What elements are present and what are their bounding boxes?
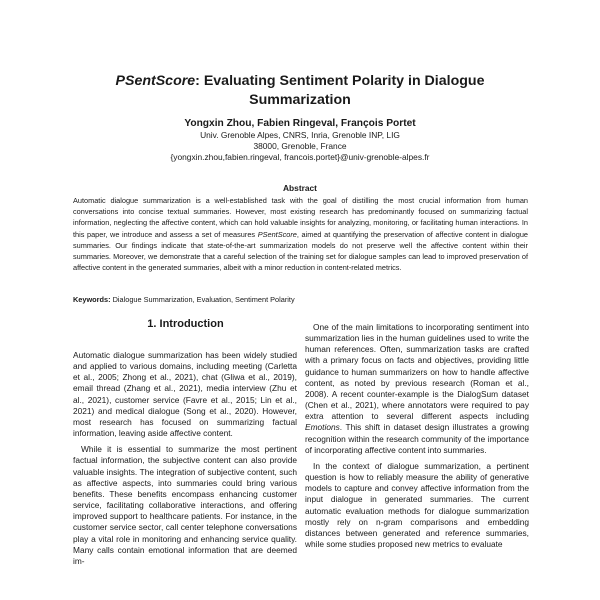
intro-paragraph-2: While it is essential to summarize the most pertinent factual information, the subjective content can also provide valuable insights. The integration of subjective content, such as affective aspects, into summaries could bring various benefits. These benefits encompass enhancing customer service, facilitating collaborative interactions, and offering improved support to healthcare patients. For instance, in the customer service sector, call center telephone conversations play a vital role in monitoring and enhancing service quality. Many calls contain emotional information that are deemed im-: [73, 444, 297, 566]
keywords-text: Dialogue Summarization, Evaluation, Sentiment Polarity: [110, 295, 295, 304]
section-heading-introduction: 1. Introduction: [147, 318, 224, 330]
affiliation-line2: 38000, Grenoble, France: [253, 141, 347, 152]
intro-paragraph-3-emphasis: Emotions: [305, 422, 340, 433]
title-method-name: PSentScore: [115, 73, 196, 89]
intro-paragraph-3-part2: . This shift in dataset design illustrates a growing recognition within the research community of the importance of incorporating affective content into summaries.: [305, 422, 529, 455]
right-column: [305, 322, 529, 550]
abstract-heading: Abstract: [283, 183, 317, 193]
abstract-text-part2: , aimed at quantifying the preservation of affective content in dialogue summaries. Our findings indicate that state-of-the-art summarization models do not preserve well the affective content within their summaries. Moreover, we demonstrate that a careful selection of the training set for dialogue samples can lead to improved preservation of affective content in the generated summaries, albeit with a minor reduction in content-related metrics.: [73, 229, 528, 273]
author-emails: {yongxin.zhou,fabien.ringeval, francois.portet}@univ-grenoble-alpes.fr: [170, 152, 430, 163]
paper-title: [0, 72, 600, 110]
keywords-line: [73, 294, 528, 305]
affiliation-block: [0, 130, 600, 164]
keywords-label: Keywords:: [73, 295, 111, 304]
abstract-text-part1: Automatic dialogue summarization is a well-established task with the goal of distilling the most crucial information from human conversations into concise textual summaries. However, most existing research has predominantly focused on summarizing factual information, neglecting the affective content, which can hold valuable insights for analyzing, monitoring, or facilitating human interactions. In this paper, we introduce and assess a set of measures: [73, 196, 528, 239]
intro-paragraph-3-part1: One of the main limitations to incorporating sentiment into summarization lies in the human guidelines used to write the human references. Often, summarization tasks are crafted with a primary focus on facts and objectives, providing little guidance to human summarizers on how to handle affective content, as noted by previous research (Roman et al., 2008). A recent counter-example is the DialogSum dataset (Chen et al., 2021), where annotators were required to pay extra attention to several different aspects including: [305, 322, 529, 422]
author-list: Yongxin Zhou, Fabien Ringeval, François Portet: [184, 118, 416, 129]
intro-paragraph-3: [305, 322, 529, 456]
abstract-method-name: PSentScore: [257, 229, 297, 239]
intro-paragraph-1: Automatic dialogue summarization has been widely studied and applied to various domains, including meeting (Carletta et al., 2005; Zhong et al., 2021), chat (Gliwa et al., 2019), email thread (Zhang et al., 2021), media interview (Zhu et al., 2021), customer service (Favre et al., 2015; Lin et al., 2021) and medical dialogue (Song et al., 2020). However, most research has focused on summarizing factual information, leaving aside affective content.: [73, 350, 297, 439]
title-line2: Summarization: [249, 92, 351, 108]
abstract-text: [73, 195, 528, 273]
affiliation-line1: Univ. Grenoble Alpes, CNRS, Inria, Grenoble INP, LIG: [200, 130, 400, 140]
title-line1-rest: : Evaluating Sentiment Polarity in Dialogue: [195, 73, 485, 89]
left-column: [73, 350, 297, 567]
intro-paragraph-4: In the context of dialogue summarization, a pertinent question is how to reliably measure the ability of generative models to capture and convey affective information from the input dialogue in generated summaries. The current automatic evaluation methods for dialogue summarization mostly rely on n-gram comparisons and embedding distances between generated and reference summaries, while some studies proposed new metrics to evaluate: [305, 460, 529, 549]
